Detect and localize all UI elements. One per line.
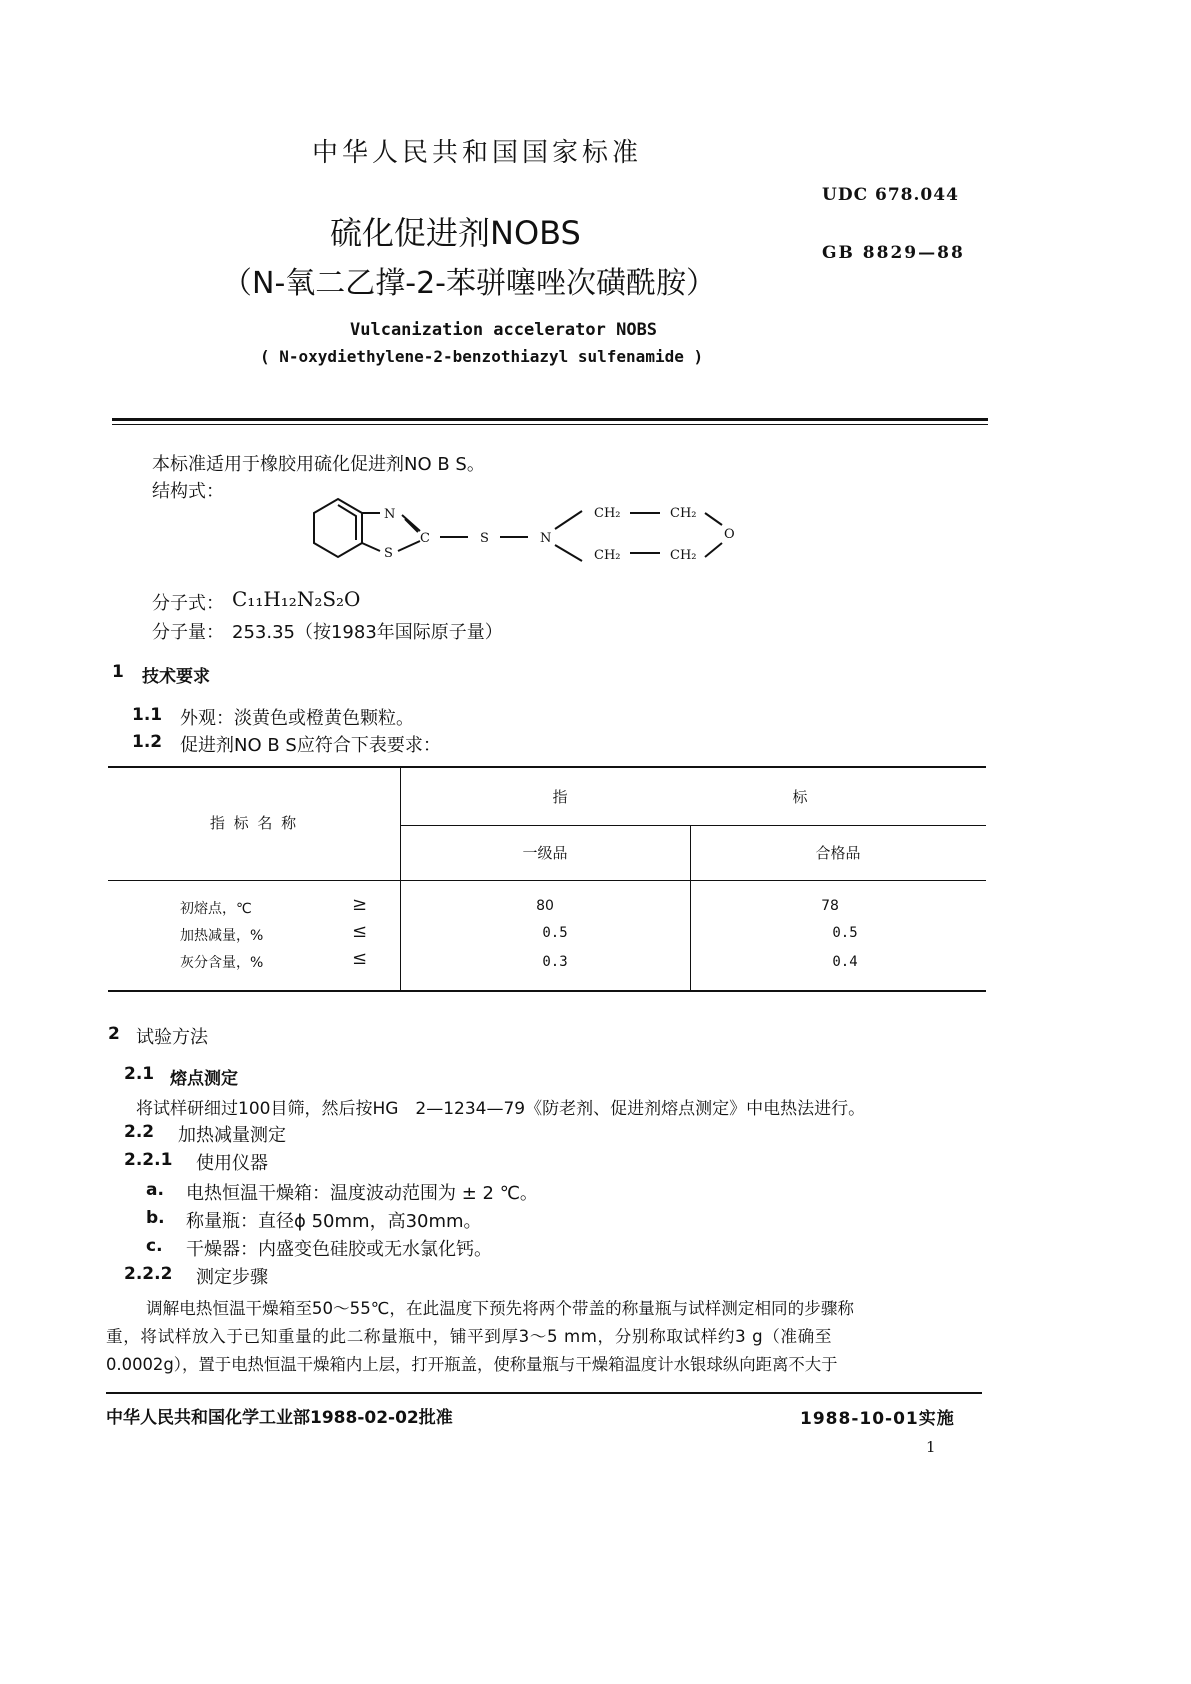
- sulfur-link-label: S: [480, 531, 489, 546]
- table-header-grade1: 一级品: [522, 844, 568, 862]
- ch2-top-left: CH₂: [594, 506, 621, 521]
- sec1-2-text: 促进剂NO B S应符合下表要求：: [180, 735, 441, 756]
- item-a-text: 电热恒温干燥箱：温度波动范围为 ± 2 ℃。: [186, 1183, 538, 1204]
- sec1-number: 1: [112, 662, 124, 682]
- table-header-index-2: 标: [792, 788, 808, 806]
- procedure-line-2: 重，将试样放入于已知重量的此二称量瓶中，铺平到厚3～5 mm，分别称取试样约3 g（准确至: [106, 1327, 833, 1346]
- gb-number: GB 8829—88: [822, 243, 965, 263]
- table-row-3-name: 灰分含量，%: [180, 955, 264, 971]
- molecular-formula: C₁₁H₁₂N₂S₂O: [232, 587, 361, 611]
- mw-label: 分子量：: [152, 622, 224, 643]
- footer-rule: [106, 1392, 982, 1394]
- table-row-2-grade1: 0.5: [542, 925, 568, 941]
- table-row-2-name: 加热减量，%: [180, 928, 264, 944]
- table-header-grade2: 合格品: [815, 844, 861, 862]
- benzene-ring: [314, 499, 362, 557]
- table-header-name: 指 标 名 称: [209, 814, 299, 832]
- approval-line: 中华人民共和国化学工业部1988-02-02批准: [106, 1408, 453, 1428]
- structural-formula: [310, 495, 760, 575]
- ch2-bottom-left: CH₂: [594, 548, 621, 563]
- table-row-2-op: ≤: [352, 921, 368, 942]
- page-number: 1: [926, 1438, 936, 1456]
- table-row-3-grade2: 0.4: [832, 954, 858, 970]
- sec1-1-text: 外观：淡黄色或橙黄色颗粒。: [180, 708, 414, 729]
- table-row-1-name: 初熔点，℃: [180, 901, 252, 917]
- oxygen-label: O: [724, 527, 735, 542]
- procedure-line-1: 调解电热恒温干燥箱至50～55℃，在此温度下预先将两个带盖的称量瓶与试样测定相同的步骤称: [146, 1299, 855, 1318]
- udc-code: UDC 678.044: [822, 185, 959, 205]
- item-c-text: 干燥器：内盛变色硅胶或无水氯化钙。: [186, 1239, 492, 1260]
- effective-date: 1988-10-01实施: [800, 1409, 955, 1429]
- sec2-2-1-number: 2.2.1: [124, 1150, 173, 1170]
- item-b-text: 称量瓶：直径ϕ 50mm，高30mm。: [186, 1211, 482, 1232]
- table-row-1-grade1: 80: [536, 898, 554, 914]
- formula-label: 分子式：: [152, 593, 224, 614]
- sec2-1-text: 将试样研细过100目筛，然后按HG 2—1234—79《防老剂、促进剂熔点测定》中电热法进行。: [136, 1099, 866, 1119]
- item-a-label: a.: [146, 1180, 164, 1200]
- title-cn-main: 硫化促进剂NOBS: [330, 214, 581, 252]
- table-row-2-grade2: 0.5: [832, 925, 858, 941]
- title-en-sub: ( N-oxydiethylene-2-benzothiazyl sulfenamide ): [260, 347, 704, 366]
- ch2-bottom-right: CH₂: [670, 548, 697, 563]
- table-row-3-op: ≤: [352, 948, 368, 969]
- country-standard-heading: 中华人民共和国国家标准: [312, 138, 643, 168]
- sec2-2-title: 加热减量测定: [178, 1125, 286, 1146]
- nitrogen-link-label: N: [540, 531, 552, 546]
- table-row-1-op: ≥: [352, 894, 368, 915]
- structure-label: 结构式：: [152, 481, 224, 502]
- procedure-line-3: 0.0002g），置于电热恒温干燥箱内上层，打开瓶盖，使称量瓶与干燥箱温度计水银球纵向距离不大于: [106, 1355, 838, 1374]
- sec1-title: 技术要求: [142, 667, 210, 687]
- sec2-2-1-title: 使用仪器: [196, 1153, 268, 1174]
- sec2-number: 2: [108, 1024, 120, 1044]
- item-c-label: c.: [146, 1236, 163, 1256]
- title-en-main: Vulcanization accelerator NOBS: [350, 320, 658, 340]
- title-separator-rule: [112, 418, 988, 421]
- ring-n-label: N: [384, 507, 396, 522]
- table-row-1-grade2: 78: [821, 898, 839, 914]
- ring-s-label: S: [384, 546, 393, 561]
- sec2-1-number: 2.1: [124, 1064, 155, 1084]
- scope-text: 本标准适用于橡胶用硫化促进剂NO B S。: [152, 454, 485, 475]
- sec1-2-number: 1.2: [132, 732, 163, 752]
- ch2-top-right: CH₂: [670, 506, 697, 521]
- item-b-label: b.: [146, 1208, 165, 1228]
- sec2-2-2-title: 测定步骤: [196, 1267, 268, 1288]
- sec2-2-number: 2.2: [124, 1122, 155, 1142]
- sec2-2-2-number: 2.2.2: [124, 1264, 173, 1284]
- table-header-index-1: 指: [552, 788, 568, 806]
- title-separator-rule-thin: [112, 424, 988, 425]
- sec1-1-number: 1.1: [132, 705, 163, 725]
- title-cn-sub: （N-氧二乙撑-2-苯骈噻唑次磺酰胺）: [222, 266, 717, 301]
- carbon-label: C: [420, 531, 430, 546]
- sec2-title: 试验方法: [136, 1027, 208, 1048]
- molecular-weight: 253.35（按1983年国际原子量）: [232, 622, 503, 643]
- table-row-3-grade1: 0.3: [542, 954, 568, 970]
- sec2-1-title: 熔点测定: [170, 1069, 238, 1089]
